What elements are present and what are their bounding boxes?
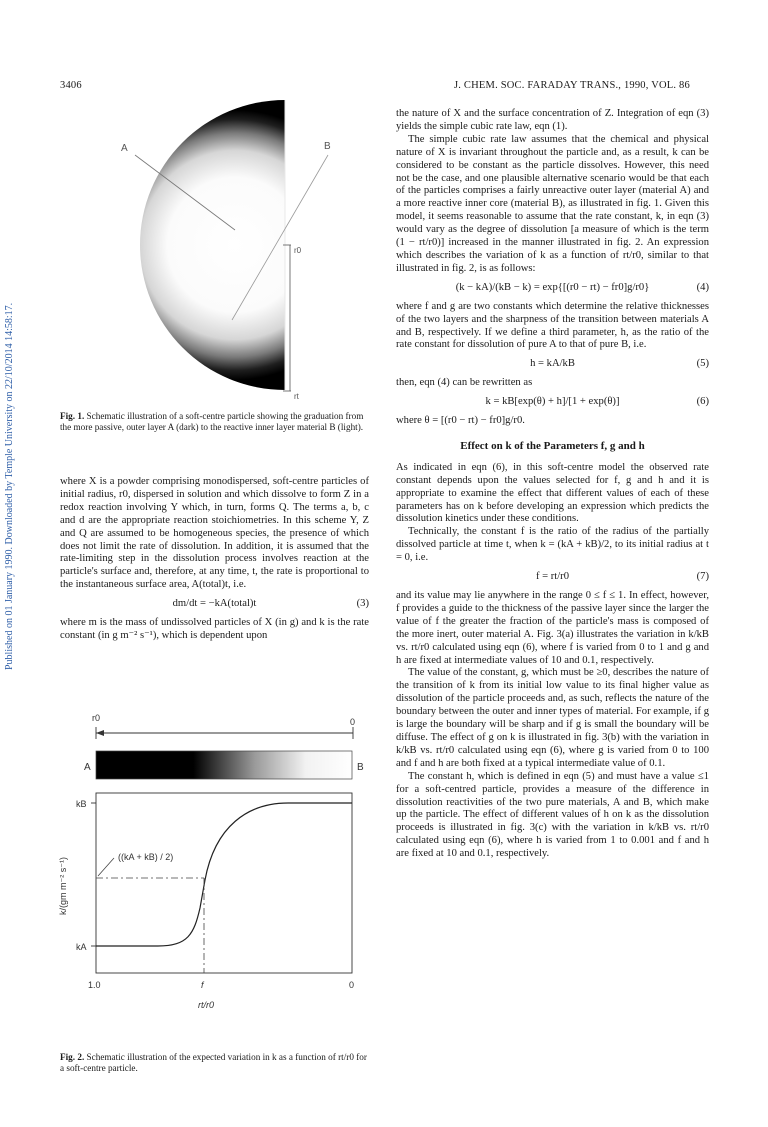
fig2-caption-text: Schematic illustration of the expected variation in k as a function of rt/r0 for a soft-centre particle. [60,1052,367,1073]
right-paragraph-9: The value of the constant, g, which must be ≥0, describes the nature of the transition of k from its initial low value to its final higher value as dissolution of the particle proceeds and, as such, reflects the nature of the boundary between the outer and inner types of material. For example, if g is large the boundary will be sharp and if g is small the boundary will be diffuse. The effect of g on k is illustrated in fig. 3(b) with the variation in k/kB vs. rt/r0 calculated using eqn (6), where g is varied from 0 to 100 and f and h are both fixed at a typical intermediate value of 0.1. [396,667,709,769]
equation-3 [60,598,369,611]
left-column [60,476,369,643]
fig2-top-zero: 0 [350,717,356,727]
equation-6-text: k = kB[exp(θ) + h]/[1 + exp(θ)] [485,396,620,408]
page-number: 3406 [60,80,82,91]
right-column [396,108,709,861]
fig1-label-rt: rt [294,392,299,401]
right-paragraph-6: As indicated in eqn (6), in this soft-centre model the observed rate constant depends upon the values selected for f, g and h and it is appropriate to examine the effect that different values of each of these parameters has on k before developing an expression which predicts the dissolution kinetics under these conditions. [396,461,709,525]
right-paragraph-2: The simple cubic rate law assumes that the chemical and physical nature of X is invariant throughout the particle and, as a result, k can be considered to be constant as the particle dissolves. However, this need not be the case, and one plausible alternative scenario would be that each of the particles comprises a fairly unreactive outer layer (material A) and a more reactive inner core (material B), as illustrated in fig. 1. Given this model, it seems reasonable to assume that the rate constant, k, in eqn (3) would vary as the degree of dissolution [a measure of which is the term (1 − rt/r0)] increased in the manner illustrated in fig. 2. An expression which describes the variation of k as a function of rt/r0, similar to that illustrated in fig. 2, is as follows: [396,133,709,274]
download-notice [4,70,18,670]
fig2-tick-right: 0 [349,980,355,990]
journal-header: J. CHEM. SOC. FARADAY TRANS., 1990, VOL. 86 [454,80,690,91]
left-paragraph-2: where m is the mass of undissolved particles of X (in g) and k is the rate constant (in g m⁻² s⁻¹), which is dependent upon [60,617,369,641]
equation-4 [396,282,709,295]
right-paragraph-7: Technically, the constant f is the ratio of the radius of the partially dissolved particle at time t, when k = (kA + kB)/2, to its initial radius at t = 0, i.e. [396,526,709,564]
right-paragraph-1: the nature of X and the surface concentration of Z. Integration of eqn (3) yields the simple cubic rate law, eqn (1). [396,108,709,132]
equation-5-text: h = kA/kB [530,358,575,370]
fig2-bar-b: B [357,762,364,773]
fig2-caption [60,1052,370,1074]
fig1-caption-label: Fig. 1. [60,411,85,421]
fig2-bar-a: A [84,762,91,773]
fig1-caption [60,411,370,433]
equation-3-text: dm/dt = −kA(total)t [172,598,257,610]
fig2-midpoint-label: ((kA + kB) / 2) [118,852,174,862]
fig2-top-r0: r0 [92,713,101,723]
fig2-x-axis-label: rt/r0 [198,1000,215,1010]
equation-5 [396,358,709,371]
equation-7-text: f = rt/r0 [535,571,570,583]
equation-5-number: (5) [696,358,709,370]
fig1-label-a: A [121,143,128,154]
fig2-y-axis-label: k/(gm m⁻² s⁻¹) [58,857,68,915]
fig2-gradient-bar [96,751,352,779]
fig1-label-b: B [324,141,331,152]
equation-6 [396,396,709,409]
download-notice-text: Published on 01 January 1990. Downloaded by Temple University on 22/10/2014 14:58:17. [4,302,15,670]
equation-6-number: (6) [696,396,709,408]
particle-hemisphere [140,100,285,390]
section-title: Effect on k of the Parameters f, g and h [460,439,645,452]
equation-7-number: (7) [696,571,709,583]
equation-4-number: (4) [696,281,709,293]
figure-1 [100,95,360,415]
fig2-caption-label: Fig. 2. [60,1052,85,1062]
equation-4-text: (k − kA)/(kB − k) = exp{[(r0 − rt) − fr0]g/r0} [455,281,650,293]
fig1-caption-text: Schematic illustration of a soft-centre particle showing the graduation from the more passive, outer layer A (dark) to the reactive inner layer material B (light). [60,411,364,432]
fig2-tick-left: 1.0 [88,980,101,990]
right-paragraph-3: where f and g are two constants which determine the relative thicknesses of the two layers and the sharpness of the transition between materials A and B, respectively. If we define a third parameter, h, as the ratio of the rate constant for dissolution of pure A to that of pure B, i.e. [396,300,709,351]
fig2-kb-label: kB [76,799,87,809]
right-paragraph-10: The constant h, which is defined in eqn (5) and must have a value ≤1 for a soft-centred particle, provides a measure of the difference in dissolution reactivities of the two pure materials, A and B, which make up the particle. The effect of different values of h on k as the dissolution proceeds is illustrated in fig. 3(c) with the variation in k/kB vs. rt/r0 calculated using eqn (6), where h is varied from 1 to 0.001 and f and h are fixed at 10 and 0.1, respectively. [396,770,709,860]
left-paragraph-1: where X is a powder comprising monodispersed, soft-centre particles of initial radius, r0, dispersed in solution and which dissolve to form Z in a redox reaction involving Y which, in turn, forms Q. The terms a, b, c and d are the appropriate reaction stoichiometries. In this scheme Y, Z and Q are assumed to be homogeneous species, the presence of which does not limit the rate of dissolution. In addition, it is assumed that the rate-limiting step in the dissolution process involves reaction at the particle's surface and, therefore, at any time, t, the rate is proportional to the instantaneous surface area, A(total)t, i.e. [60,476,369,591]
equation-7 [396,571,709,584]
fig2-tick-f: f [201,980,204,990]
fig1-label-r0: r0 [294,246,302,255]
fig2-curve [96,803,352,946]
right-paragraph-4: then, eqn (4) can be rewritten as [396,377,533,389]
right-paragraph-8: and its value may lie anywhere in the range 0 ≤ f ≤ 1. In effect, however, f provides a guide to the thickness of the passive layer since the larger the value of f the greater the fraction of the particle's mass is composed of the more inert, outer material A. Fig. 3(a) illustrates the variation in k/kB vs. rt/r0 calculated using eqn (6), where f is varied from 0 to 1 and g and h are fixed at intermediate values of 10 and 0.1, respectively. [396,590,709,666]
equation-3-number: (3) [356,598,369,610]
figure-2 [58,708,378,1043]
fig2-ka-label: kA [76,942,87,952]
right-paragraph-5: where θ = [(r0 − rt) − fr0]g/r0. [396,415,525,427]
